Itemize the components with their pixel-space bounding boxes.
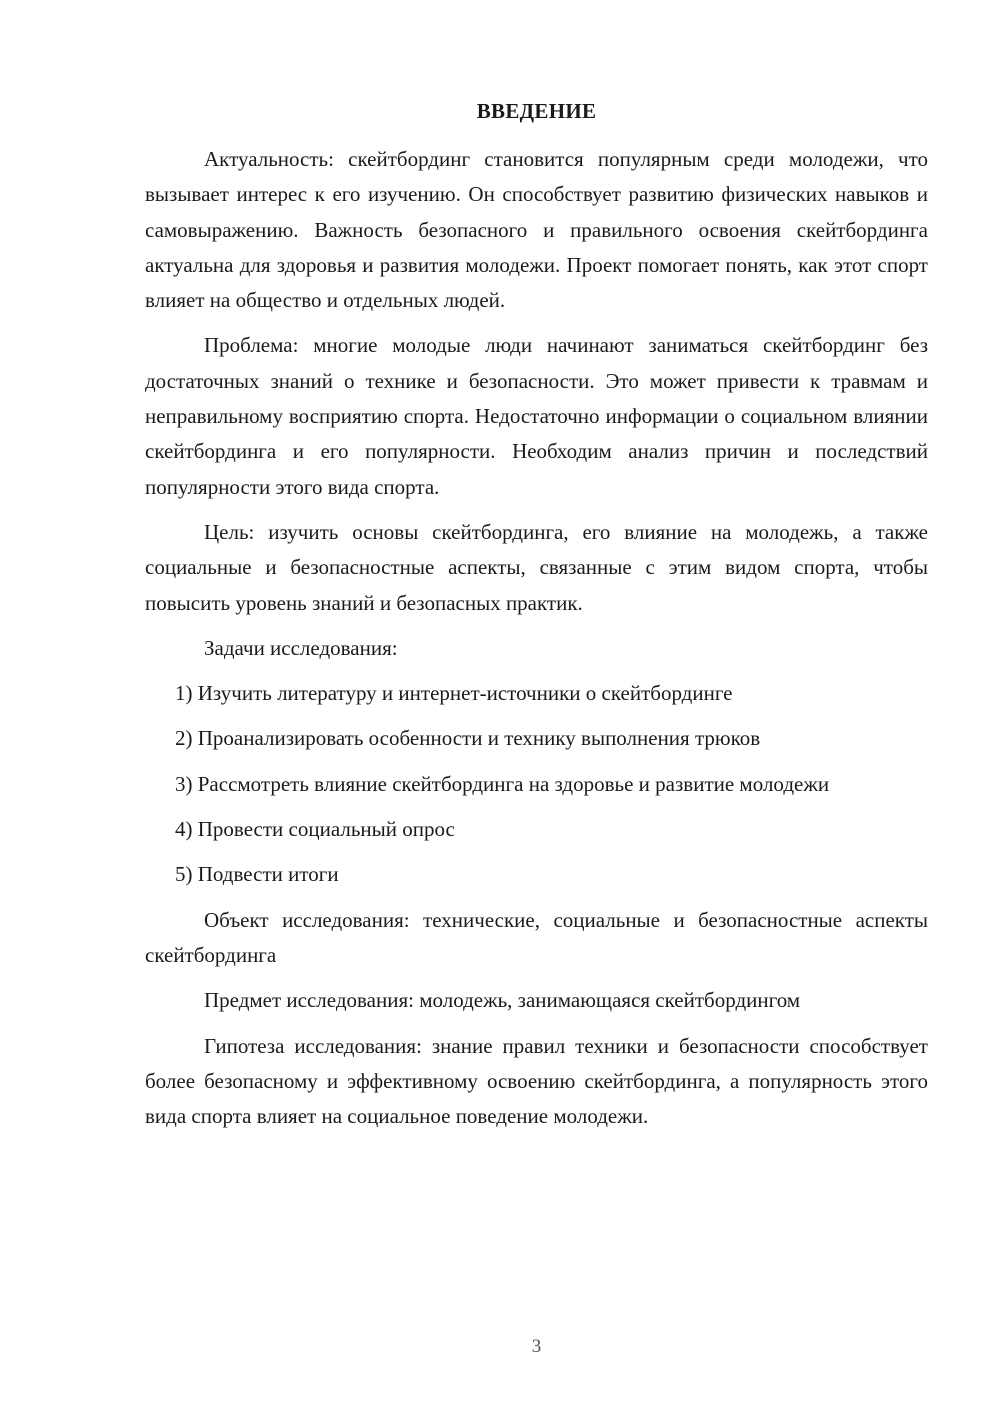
task-item-5: 5) Подвести итоги xyxy=(175,862,339,887)
paragraph-object: Объект исследования: технические, социальные и безопасностные аспекты скейтбординга xyxy=(145,907,928,967)
paragraph-goal: Цель: изучить основы скейтбординга, его влияние на молодежь, а также социальные и безопасностные аспекты, связанные с этим видом спорта, чтобы повысить уровень знаний и безопасных практик. xyxy=(145,519,928,615)
page-number: 3 xyxy=(531,1336,542,1357)
paragraph-relevance: Актуальность: скейтбординг становится популярным среди молодежи, что вызывает интерес к его изучению. Он способствует развитию физических навыков и самовыражению. Важность безопасного и правильного освоения скейтбординга актуальна для здоровья и развития молодежи. Проект помогает понять, как этот спорт влияет на общество и отдельных людей. xyxy=(145,147,928,313)
paragraph-subject: Предмет исследования: молодежь, занимающаяся скейтбордингом xyxy=(204,988,801,1013)
body-text xyxy=(145,142,928,1144)
paragraph-hypothesis: Гипотеза исследования: знание правил техники и безопасности способствует более безопасному и эффективному освоению скейтбординга, а популярность этого вида спорта влияет на социальное поведение молодежи. xyxy=(145,1033,928,1129)
paragraph-problem: Проблема: многие молодые люди начинают заниматься скейтбординг без достаточных знаний о технике и безопасности. Это может привести к травмам и неправильному восприятию спорта. Недостаточно информации о социальном влиянии скейтбординга и его популярности. Необходим анализ причин и последствий популярности этого вида спорта. xyxy=(145,333,928,499)
task-item-4: 4) Провести социальный опрос xyxy=(175,817,455,842)
task-item-3: 3) Рассмотреть влияние скейтбординга на здоровье и развитие молодежи xyxy=(175,771,830,796)
paragraph-tasks-heading: Задачи исследования: xyxy=(204,635,398,660)
section-heading: ВВЕДЕНИЕ xyxy=(476,99,597,123)
task-item-1: 1) Изучить литературу и интернет-источники о скейтбординге xyxy=(175,681,733,706)
task-item-2: 2) Проанализировать особенности и технику выполнения трюков xyxy=(175,726,761,751)
